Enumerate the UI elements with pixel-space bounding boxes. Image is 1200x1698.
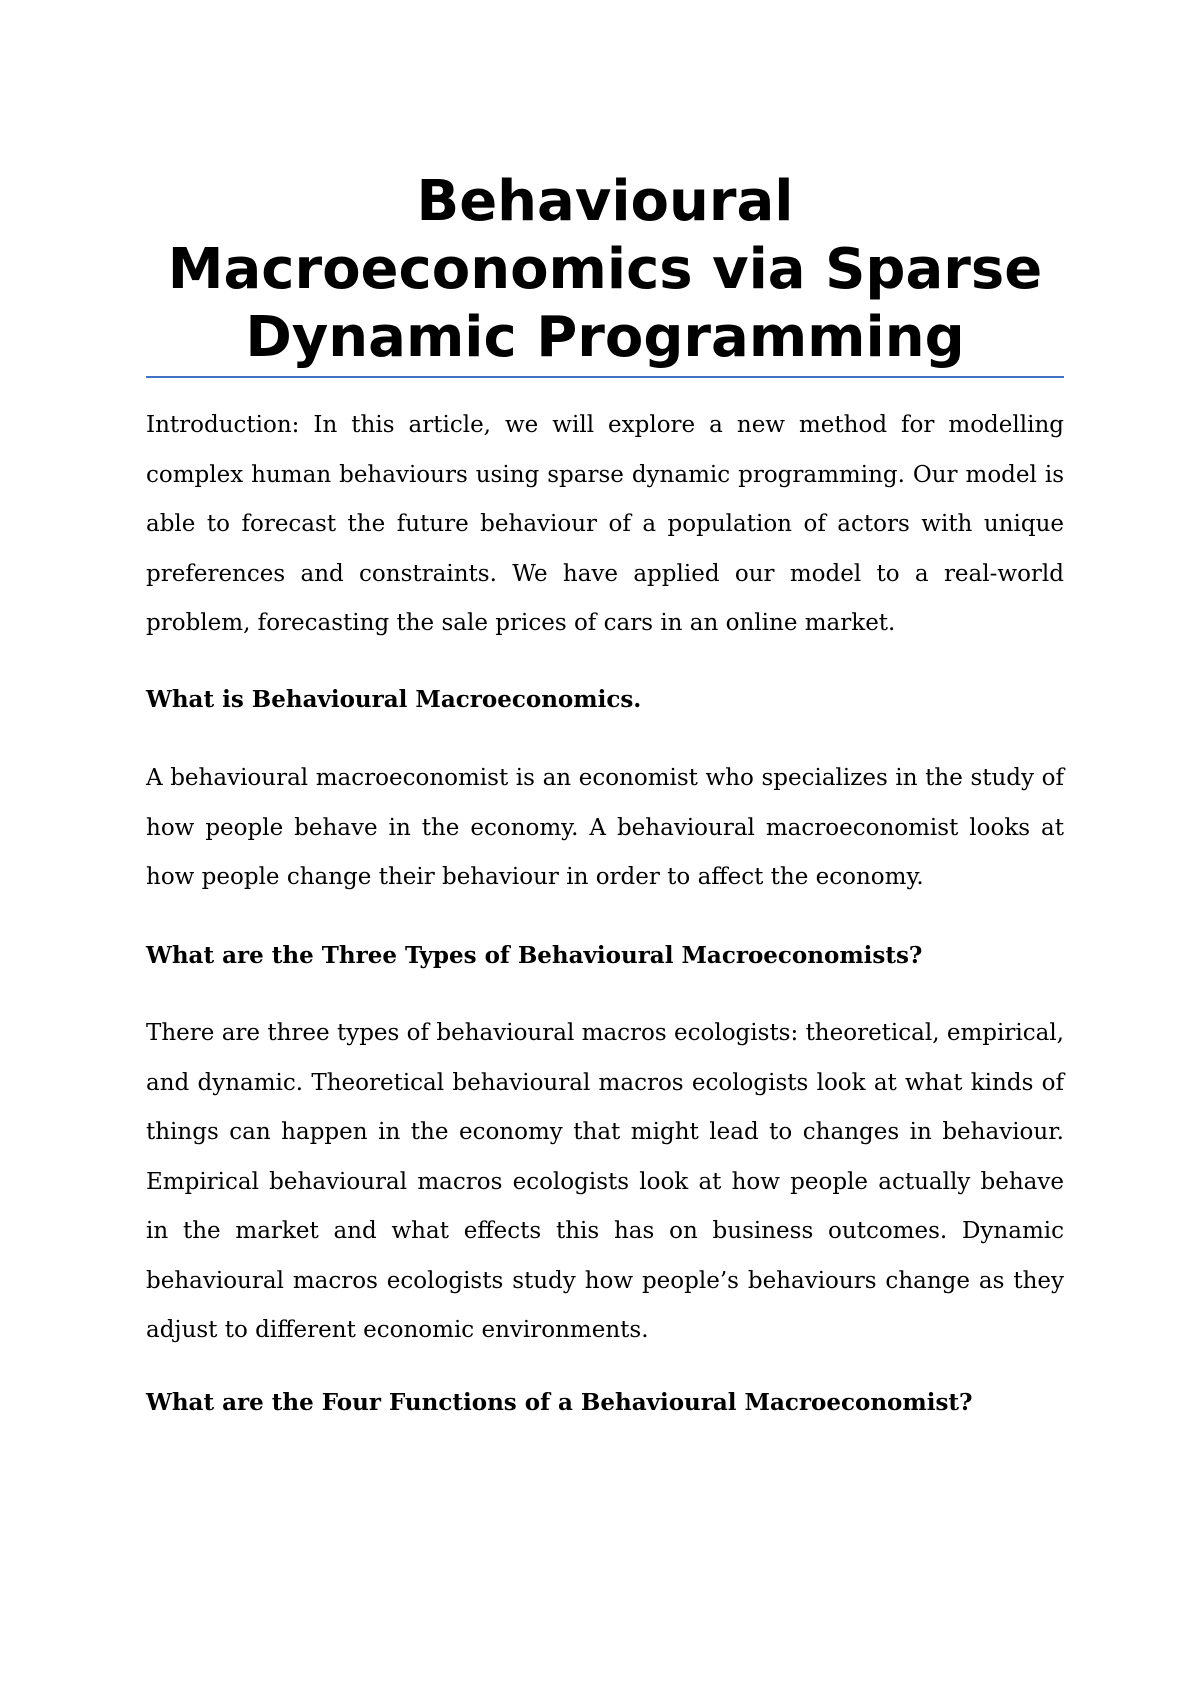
section-paragraph-what-is: A behavioural macroeconomist is an economist who specializes in the study of how people behave in the economy. A behavioural macroeconomist looks at how people change their behaviour in order to affect the economy.: [146, 765, 1064, 890]
section-heading-four-functions: What are the Four Functions of a Behavioural Macroeconomist?: [146, 1389, 973, 1416]
section-paragraph-three-types: There are three types of behavioural macros ecologists: theoretical, empirical, and dynamic. Theoretical behavioural macros ecologists look at what kinds of things can happen in the economy that might lead to changes in behaviour. Empirical behavioural macros ecologists look at how people actually behave in the market and what effects this has on business outcomes. Dynamic behavioural macros ecologists study how people’s behaviours change as they adjust to different economic environments.: [146, 1020, 1064, 1343]
intro-paragraph: Introduction: In this article, we will explore a new method for modelling complex human behaviours using sparse dynamic programming. Our model is able to forecast the future behaviour of a population of actors with unique preferences and constraints. We have applied our model to a real-world problem, forecasting the sale prices of cars in an online market.: [146, 412, 1064, 636]
section-heading-three-types: What are the Three Types of Behavioural Macroeconomists?: [146, 942, 923, 969]
document-title: Behavioural Macroeconomics via Sparse Dynamic Programming: [167, 169, 1043, 370]
title-underline: [146, 376, 1064, 378]
section-heading-what-is: What is Behavioural Macroeconomics.: [146, 686, 642, 713]
